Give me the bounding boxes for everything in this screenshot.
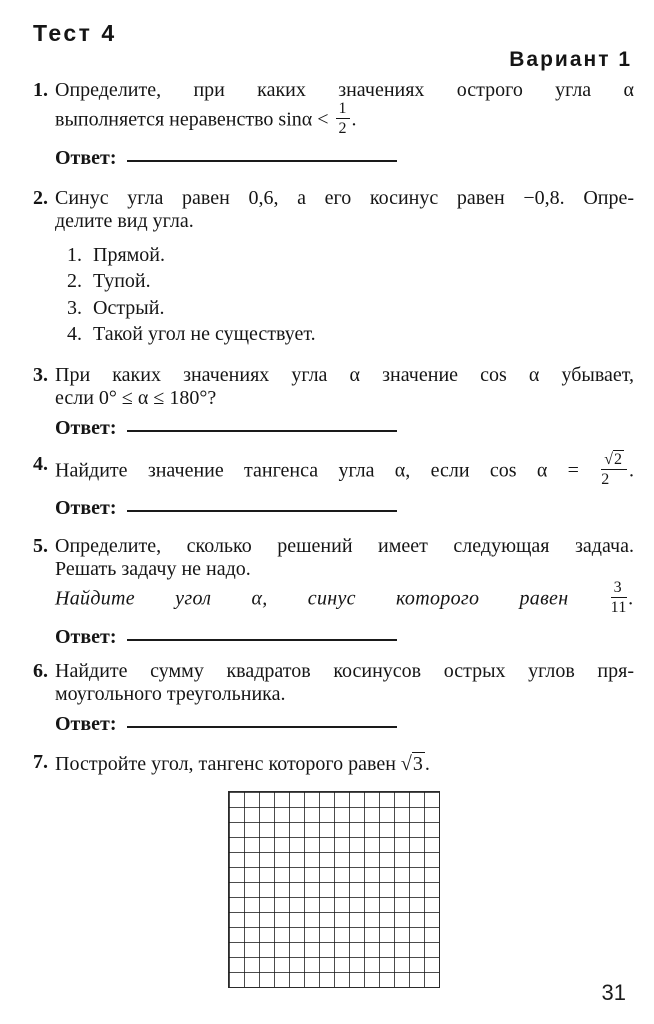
- radical: [401, 752, 425, 775]
- question-body: [55, 751, 634, 777]
- question-text: Постройте угол, тангенс которого равен: [55, 752, 396, 775]
- test-title: Тест 4: [33, 20, 117, 46]
- question-text: .: [629, 458, 635, 481]
- question-text: .: [351, 108, 357, 131]
- option-number: 4.: [67, 323, 82, 346]
- question-body: [55, 79, 634, 171]
- question-body: [55, 535, 634, 650]
- answer-label: Ответ:: [55, 712, 117, 735]
- options-list: [55, 242, 634, 348]
- radicand: 2: [614, 450, 623, 468]
- option-label: Острый.: [93, 296, 165, 319]
- option-number: 3.: [67, 296, 82, 319]
- question-body: [55, 187, 634, 348]
- question-line: Решать задачу не надо.: [55, 558, 251, 581]
- question-line: моугольного треугольника.: [55, 682, 286, 705]
- question-line: Найдите сумму квадратов косинусов острых углов пря-: [55, 659, 634, 682]
- checkered-grid: [228, 791, 440, 988]
- option-number: 1.: [67, 243, 82, 266]
- question-6: [33, 660, 634, 737]
- option-2: [67, 268, 634, 295]
- question-4: [33, 450, 635, 522]
- question-number: 4.: [33, 452, 48, 475]
- question-line: [55, 102, 634, 140]
- radicand: 3: [412, 752, 423, 775]
- question-body: [55, 450, 635, 522]
- answer-row: [55, 415, 634, 441]
- question-body: [55, 364, 634, 441]
- question-line: если 0° ≤ α ≤ 180°?: [55, 386, 217, 409]
- page-number: 31: [601, 980, 626, 1005]
- option-number: 2.: [67, 270, 82, 293]
- option-3: [67, 295, 634, 322]
- option-label: Прямой.: [93, 243, 166, 266]
- answer-row: [55, 711, 634, 737]
- question-number: 7.: [33, 750, 48, 773]
- question-number: 6.: [33, 659, 48, 682]
- answer-label: Ответ:: [55, 416, 117, 439]
- answer-blank-line: [127, 430, 397, 432]
- question-line: Синус угла равен 0,6, а его косинус равен −0,8. Опре-: [55, 186, 634, 209]
- page-content: [33, 20, 634, 994]
- answer-blank-line: [127, 726, 397, 728]
- fraction-numerator: 1: [336, 100, 350, 119]
- question-number: 5.: [33, 535, 48, 558]
- fraction: [336, 100, 350, 138]
- option-label: Тупой.: [93, 270, 151, 293]
- variant-label: Вариант 1: [509, 48, 632, 71]
- answer-row: [55, 145, 634, 171]
- answer-row: [55, 495, 634, 521]
- answer-blank-line: [127, 510, 397, 512]
- option-1: [67, 242, 634, 269]
- question-3: [33, 364, 634, 441]
- question-line: [55, 450, 635, 491]
- answer-label: Ответ:: [55, 625, 117, 648]
- answer-row: [55, 624, 634, 650]
- grid-container: [33, 791, 634, 994]
- fraction-denominator: 2: [601, 470, 610, 488]
- question-text: .: [424, 752, 430, 775]
- fraction-denominator: 2: [338, 120, 347, 138]
- question-7: [33, 751, 634, 777]
- fraction-denominator: 11: [610, 599, 627, 617]
- fraction: [611, 579, 627, 617]
- question-line: Определите, сколько решений имеет следующая задача.: [55, 535, 634, 558]
- option-label: Такой угол не существует.: [93, 323, 316, 346]
- question-number: 3.: [33, 363, 48, 386]
- question-text: выполняется неравенство sinα <: [55, 108, 329, 131]
- question-body: [55, 660, 634, 737]
- question-5: [33, 535, 634, 650]
- question-text: Найдите значение тангенса угла α, если cos α =: [55, 458, 579, 481]
- question-line-italic: [55, 581, 634, 619]
- radical-sign: √: [400, 752, 412, 775]
- option-4: [67, 321, 634, 348]
- question-line: При каких значениях угла α значение cos α убывает,: [55, 363, 634, 386]
- radical: [604, 450, 624, 468]
- question-line: делите вид угла.: [55, 209, 194, 232]
- answer-blank-line: [127, 160, 397, 162]
- radical-sign: √: [604, 450, 614, 468]
- question-line: [55, 751, 634, 777]
- question-1: [33, 79, 634, 171]
- answer-blank-line: [127, 639, 397, 641]
- answer-label: Ответ:: [55, 497, 117, 520]
- fraction: [601, 451, 627, 489]
- question-number: 1.: [33, 79, 48, 101]
- question-2: [33, 187, 634, 348]
- question-text: Найдите угол α, синус которого равен: [55, 587, 569, 610]
- question-number: 2.: [33, 186, 48, 209]
- answer-label: Ответ:: [55, 146, 117, 169]
- question-line: Определите, при каких значениях острого угла α: [55, 79, 634, 101]
- question-text: .: [628, 587, 634, 610]
- fraction-numerator: [601, 451, 627, 470]
- fraction-numerator: 3: [611, 579, 627, 598]
